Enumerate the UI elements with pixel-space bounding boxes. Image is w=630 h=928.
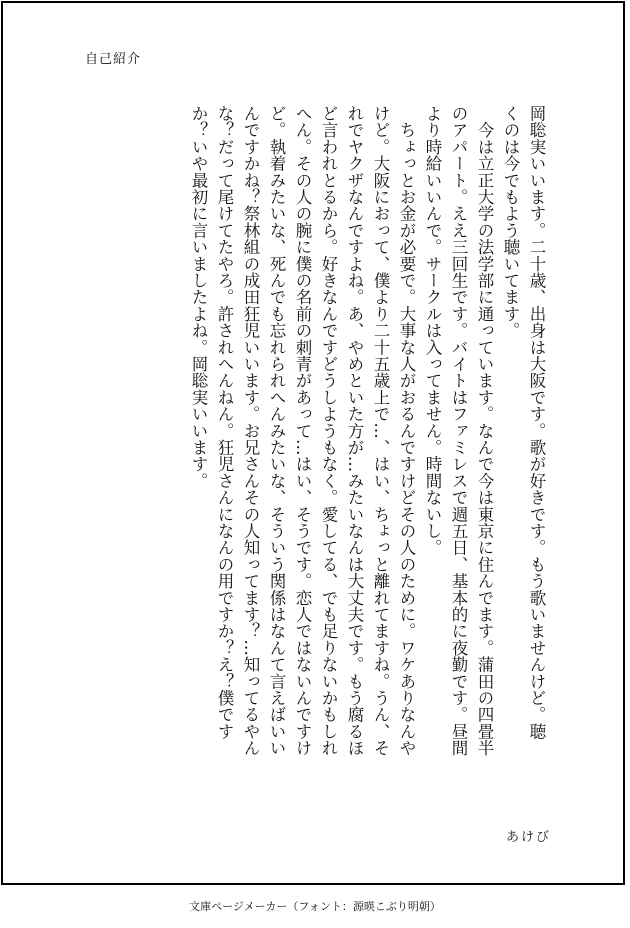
page-frame bbox=[1, 1, 625, 885]
paragraph-2 bbox=[419, 105, 497, 795]
text-line: けど。大阪におって、僕より二十五歳上で…、はい、ちょっと離れてますね。うん、そ bbox=[371, 105, 390, 757]
footer-caption: 文庫ページメーカー（フォント：源暎こぶり明朝） bbox=[189, 900, 441, 913]
text-line: れでヤクザなんですよね。あ、やめといた方が…みたいなんは大丈夫です。もう腐るほ bbox=[345, 105, 364, 757]
text-line: 岡聡実いいます。二十歳、出身は大阪です。歌が好きです。もう歌いませんけど。聴 bbox=[527, 105, 546, 740]
text-line: んですかね？祭林組の成田狂児いいます。お兄さんその人知ってます？…知ってるやん bbox=[241, 105, 260, 757]
text-line: ど。執着みたいな、死んでも忘れられへんみたいな、そういう関係はなんて言えばいい bbox=[267, 105, 286, 757]
text-line: か？いや最初に言いましたよね。岡聡実いいます。 bbox=[189, 105, 208, 490]
text-line: ちょっとお金が必要で。大事な人がおるんですけどその人のために。ワケありなんや bbox=[397, 105, 416, 757]
text-line: より時給いいんで。サークルは入ってません。時間ないし。 bbox=[423, 105, 442, 556]
document-title: 自己紹介 bbox=[85, 52, 142, 67]
paragraph-3 bbox=[185, 105, 419, 795]
text-line: ど言われとるから。好きなんですどうしようもなく。愛してる、でも足りないかもしれ bbox=[319, 105, 338, 757]
body-text bbox=[185, 105, 549, 795]
author-name: あけび bbox=[506, 830, 552, 845]
text-line: へん。その人の腕に僕の名前の刺青があって…はい、そうです。恋人ではないんですけ bbox=[293, 105, 312, 757]
text-line: くのは今でもよう聴いてます。 bbox=[501, 105, 520, 339]
text-line: 今は立正大学の法学部に通っています。なんで今は東京に住んでます。蒲田の四畳半 bbox=[475, 105, 494, 757]
paragraph-1 bbox=[497, 105, 549, 795]
text-line: な？だって尾けてたやろ。許されへんねん。狂児さんになんの用ですか？え？僕です bbox=[215, 105, 234, 740]
text-line: のアパート。ええ三回生です。バイトはファミレスで週五日、基本的に夜勤です。昼間 bbox=[449, 105, 468, 757]
